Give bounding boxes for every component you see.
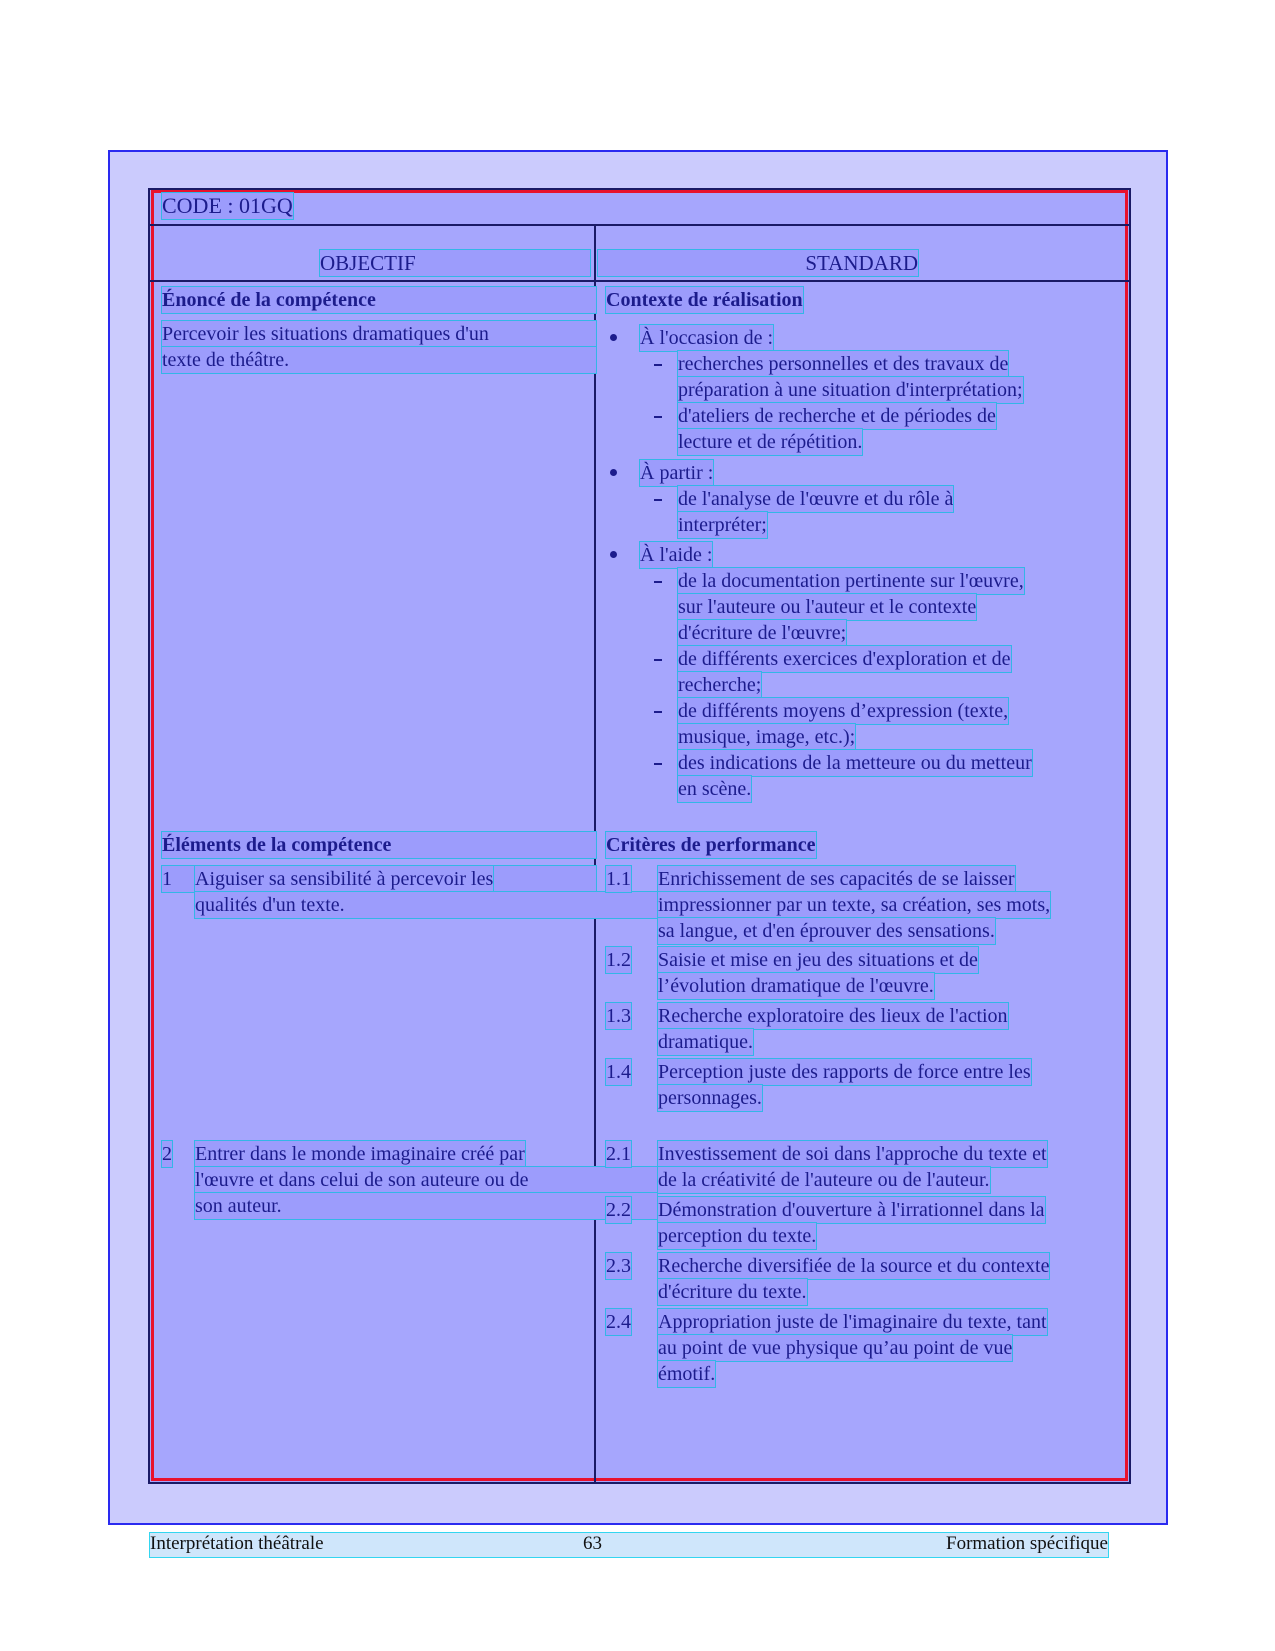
footer-section: Formation spécifique <box>946 1533 1108 1554</box>
column-header-objectif: OBJECTIF <box>320 250 590 276</box>
dash-icon <box>654 711 662 713</box>
critere-1-3-number: 1.3 <box>606 1005 631 1027</box>
enonce-line-1: Percevoir les situations dramatiques d'un <box>162 321 596 347</box>
critere-1-4-line2: personnages. <box>658 1087 762 1109</box>
footer-page-number: 63 <box>583 1533 602 1554</box>
contexte-item-2a-line1: de l'analyse de l'œuvre et du rôle à <box>678 488 954 510</box>
critere-1-3-line1: Recherche exploratoire des lieux de l'action <box>658 1005 1008 1027</box>
critere-2-2-line2: perception du texte. <box>658 1225 817 1247</box>
contexte-item-1b-line2: lecture et de répétition. <box>678 431 863 453</box>
contexte-item-3c-line2: musique, image, etc.); <box>678 726 856 748</box>
form-code: CODE : 01GQ <box>162 193 293 218</box>
enonce-line-2: texte de théâtre. <box>162 347 596 373</box>
critere-1-2-line2: l’évolution dramatique de l'œuvre. <box>658 975 934 997</box>
element-2-line2: l'œuvre et dans celui de son auteure ou de <box>195 1167 657 1193</box>
critere-1-1-number: 1.1 <box>606 868 631 890</box>
critere-2-1-line1: Investissement de soi dans l'approche du texte et <box>658 1143 1047 1165</box>
code-divider <box>150 224 1129 226</box>
contexte-item-3a-line2: sur l'auteure ou l'auteur et le contexte <box>678 596 977 618</box>
contexte-heading: Contexte de réalisation <box>606 289 803 311</box>
critere-1-4-line1: Perception juste des rapports de force entre les <box>658 1061 1031 1083</box>
contexte-item-3d-line2: en scène. <box>678 778 752 800</box>
column-header-standard: STANDARD <box>598 250 918 276</box>
critere-2-4-line1: Appropriation juste de l'imaginaire du texte, tant <box>658 1311 1047 1333</box>
critere-2-1-line2: de la créativité de l'auteure ou de l'auteur. <box>658 1169 990 1191</box>
critere-2-3-line2: d'écriture du texte. <box>658 1281 807 1303</box>
bullet-icon <box>610 334 617 341</box>
critere-1-2-number: 1.2 <box>606 949 631 971</box>
critere-2-3-number: 2.3 <box>606 1255 631 1277</box>
element-1-number: 1 <box>162 866 596 892</box>
dash-icon <box>654 659 662 661</box>
dash-icon <box>654 581 662 583</box>
dash-icon <box>654 499 662 501</box>
dash-icon <box>654 763 662 765</box>
critere-2-4-line3: émotif. <box>658 1363 716 1385</box>
dash-icon <box>654 364 662 366</box>
contexte-item-3a-line3: d'écriture de l'œuvre; <box>678 622 847 644</box>
contexte-item-3b-line2: recherche; <box>678 674 762 696</box>
bullet-icon <box>610 551 617 558</box>
contexte-item-1a-line1: recherches personnelles et des travaux de <box>678 353 1009 375</box>
contexte-bullet-1: À l'occasion de : <box>640 327 774 349</box>
critere-2-3-line1: Recherche diversifiée de la source et du contexte <box>658 1255 1050 1277</box>
critere-1-2-line1: Saisie et mise en jeu des situations et de <box>658 949 978 971</box>
critere-1-1-line2: impressionner par un texte, sa création, ses mots, <box>658 894 1051 916</box>
critere-1-1-line1: Enrichissement de ses capacités de se laisser <box>658 868 1015 890</box>
criteres-heading: Critères de performance <box>606 834 816 856</box>
element-1-line1: Aiguiser sa sensibilité à percevoir les <box>195 868 494 890</box>
element-2-number: 2 <box>162 1143 172 1165</box>
contexte-bullet-2: À partir : <box>640 462 714 484</box>
dash-icon <box>654 416 662 418</box>
element-2-line1: Entrer dans le monde imaginaire créé par <box>195 1143 525 1165</box>
contexte-item-1a-line2: préparation à une situation d'interprétation; <box>678 379 1023 401</box>
critere-2-2-line1: Démonstration d'ouverture à l'irrationnel dans la <box>658 1199 1045 1221</box>
contexte-bullet-3: À l'aide : <box>640 544 713 566</box>
critere-2-4-line2: au point de vue physique qu’au point de vue <box>658 1337 1013 1359</box>
contexte-item-3b-line1: de différents exercices d'exploration et de <box>678 648 1011 670</box>
critere-1-4-number: 1.4 <box>606 1061 631 1083</box>
bullet-icon <box>610 469 617 476</box>
elements-heading: Éléments de la compétence <box>162 832 596 858</box>
critere-1-3-line2: dramatique. <box>658 1031 753 1053</box>
element-1-line2: qualités d'un texte. <box>195 892 657 918</box>
contexte-item-3a-line1: de la documentation pertinente sur l'œuvre, <box>678 570 1024 592</box>
critere-2-2-number: 2.2 <box>606 1199 631 1221</box>
contexte-item-1b-line1: d'ateliers de recherche et de périodes de <box>678 405 996 427</box>
contexte-item-2a-line2: interpréter; <box>678 514 767 536</box>
footer-program: Interprétation théâtrale <box>150 1533 324 1554</box>
critere-2-1-number: 2.1 <box>606 1143 631 1165</box>
critere-2-4-number: 2.4 <box>606 1311 631 1333</box>
header-divider <box>150 280 1129 282</box>
contexte-item-3c-line1: de différents moyens d’expression (texte, <box>678 700 1009 722</box>
critere-1-1-line3: sa langue, et d'en éprouver des sensations. <box>658 920 995 942</box>
contexte-item-3d-line1: des indications de la metteure ou du metteur <box>678 752 1032 774</box>
enonce-heading: Énoncé de la compétence <box>162 287 596 313</box>
element-2-line3: son auteur. <box>195 1193 657 1219</box>
